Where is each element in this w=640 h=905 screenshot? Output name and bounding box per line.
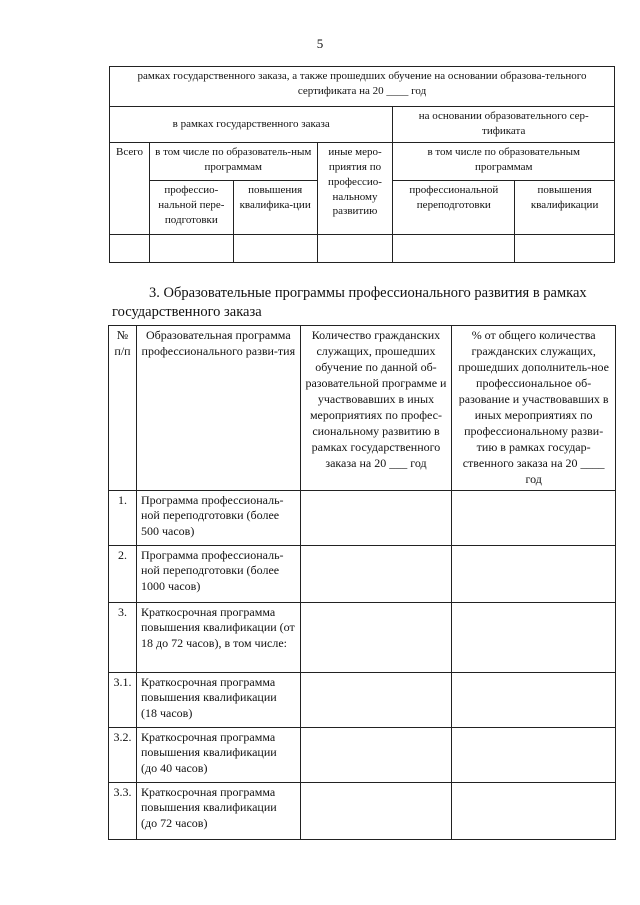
row-percent-cell	[452, 727, 616, 782]
row-program: Программа профессиональ-ной переподготовки (более 500 часов)	[136, 490, 300, 545]
row-num: 3.2.	[109, 727, 137, 782]
row-program: Краткосрочная программа повышения квалификации (18 часов)	[136, 672, 300, 727]
row-percent-cell	[452, 602, 616, 672]
row-num: 3.1.	[109, 672, 137, 727]
row-percent-cell	[452, 545, 616, 602]
table-row	[109, 727, 616, 782]
empty-cell	[393, 235, 515, 263]
row-percent-cell	[452, 490, 616, 545]
section-heading-line2: государственного заказа	[112, 303, 262, 320]
row-count-cell	[300, 490, 452, 545]
section-heading	[112, 284, 612, 322]
col-other-events: иные меро-приятия по профессио-нальному развитию	[317, 143, 393, 235]
empty-cell	[110, 235, 150, 263]
header-count: Количество гражданских служащих, прошедших обучение по данной об-разовательной программе и участвовавших в иных мероприятиях по профес-сиональному развитию в рамках государственного заказа на 20 ___ год	[300, 326, 452, 491]
row-count-cell	[300, 545, 452, 602]
row-num: 1.	[109, 490, 137, 545]
table-row	[109, 490, 616, 545]
sub-retraining: профессио-нальной пере-подготовки	[149, 181, 233, 235]
sub-qualification: повышения квалифика-ции	[233, 181, 317, 235]
row-count-cell	[300, 782, 452, 839]
row-count-cell	[300, 602, 452, 672]
row-percent-cell	[452, 672, 616, 727]
header-program: Образовательная программа профессионального разви-тия	[136, 326, 300, 491]
group-state-order: в рамках государственного заказа	[110, 107, 393, 143]
table1-title-row: рамках государственного заказа, а также прошедших обучение на основании образова-тельного сертификата на 20 ____ год	[110, 67, 615, 107]
row-num: 3.	[109, 602, 137, 672]
header-percent: % от общего количества гражданских служащих, прошедших дополнитель-ное профессиональное об-разование и участвовавших в иных мероприятиях по профессиональному разви-тию в рамках государ-ственного заказа на 20 ____ год	[452, 326, 616, 491]
section-heading-line1: 3. Образовательные программы профессионального развития в рамках	[149, 285, 587, 301]
table1-empty-data-row	[110, 235, 615, 263]
group-certificate: на основании образовательного сер-тификата	[393, 107, 615, 143]
row-num: 2.	[109, 545, 137, 602]
empty-cell	[515, 235, 615, 263]
col-total: Всего	[110, 143, 150, 235]
empty-cell	[317, 235, 393, 263]
page-number: 5	[316, 36, 324, 51]
col-incl-programs-cert: в том числе по образовательным программам	[393, 143, 615, 181]
sub-qualification-cert: повышения квалификации	[515, 181, 615, 235]
table-row	[109, 602, 616, 672]
table-row	[109, 545, 616, 602]
table-row	[109, 672, 616, 727]
programs-header-row	[109, 326, 616, 491]
row-program: Краткосрочная программа повышения квалификации (от 18 до 72 часов), в том числе:	[136, 602, 300, 672]
row-count-cell	[300, 727, 452, 782]
row-program: Программа профессиональ-ной переподготовки (более 1000 часов)	[136, 545, 300, 602]
empty-cell	[233, 235, 317, 263]
row-percent-cell	[452, 782, 616, 839]
programs-table	[108, 325, 616, 840]
row-program: Краткосрочная программа повышения квалификации (до 72 часов)	[136, 782, 300, 839]
education-summary-table	[109, 66, 615, 263]
row-program: Краткосрочная программа повышения квалификации (до 40 часов)	[136, 727, 300, 782]
col-incl-programs: в том числе по образователь-ным программам	[149, 143, 317, 181]
row-count-cell	[300, 672, 452, 727]
sub-retraining-cert: профессиональной переподготовки	[393, 181, 515, 235]
header-num: № п/п	[109, 326, 137, 491]
empty-cell	[149, 235, 233, 263]
table-row	[109, 782, 616, 839]
row-num: 3.3.	[109, 782, 137, 839]
